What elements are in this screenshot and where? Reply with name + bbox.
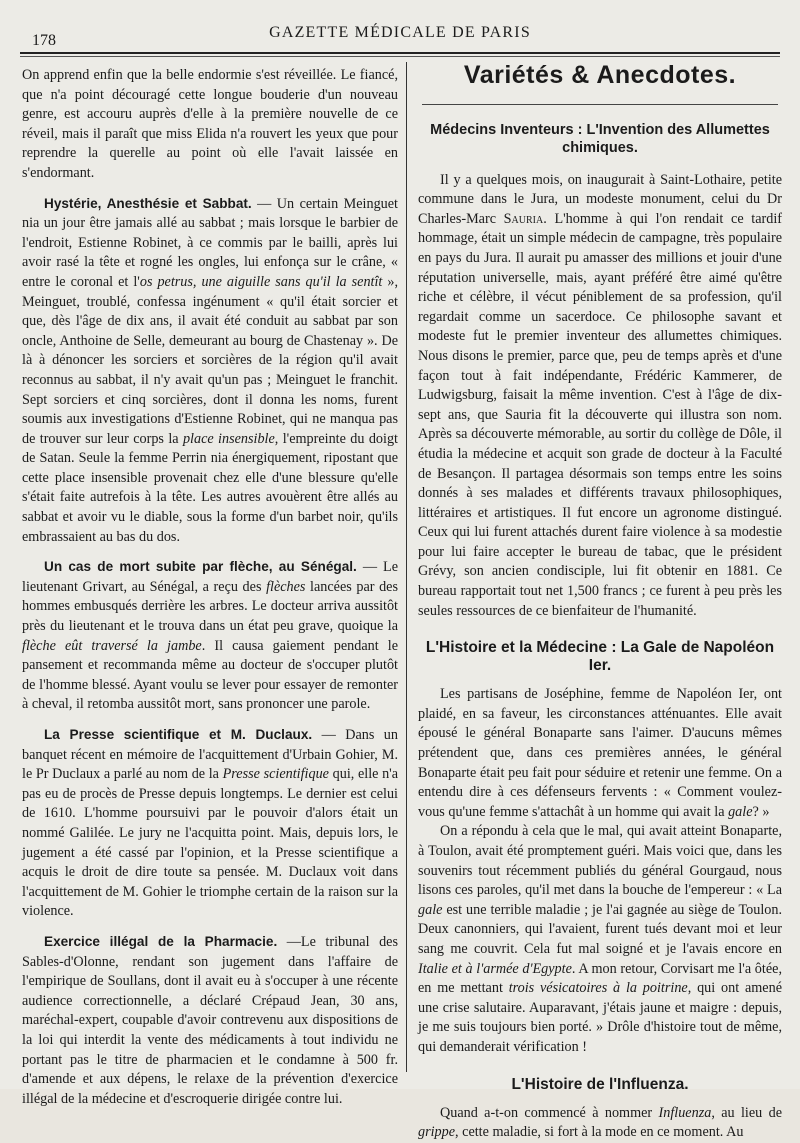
- article-senegal: [22, 557, 398, 715]
- article-italic: gale: [728, 803, 753, 820]
- article-italic: flèches: [266, 578, 306, 595]
- article-text: Quand a-t-on commencé à nommer: [440, 1104, 659, 1121]
- intro-paragraph: On apprend enfin que la belle endormie s'est réveillée. Le fiancé, que n'a point découragé cette longue bouderie d'un nouveau genre, est accouru auprès d'elle à la première nouvelle de ce réveil, mais il paraît que miss Elida n'a rouvert les yeux que pour reprendre la querelle au point où elle l'avait laissée en s'endormant.: [22, 67, 398, 181]
- article-text: qui, elle n'a pas eu de procès de Presse depuis longtemps. Le dernier est celui de 1610. L'homme poursuivi par le pouvoir d'alors était un nommé Galilée. Le jury ne l'acquitta point. Mais, depuis lors, le jugement a été cassé par l'opinion, et la Presse scientifique a acquis le droit de dire toute sa pensée. M. Duclaux voit dans l'acquittement de M. Gohier le triomphe certain de la raison sur la violence.: [22, 766, 399, 920]
- article-napoleon-p2: [418, 822, 782, 1057]
- article-title: Un cas de mort subite par flèche, au Sénégal.: [44, 559, 357, 575]
- article-text: . A mon retour, Corvisart me l'a ôtée, en me mettant: [418, 960, 782, 997]
- article-title: L'Histoire et la Médecine : La Gale de Napoléon Ier.: [425, 639, 775, 675]
- article-italic: trois vésicatoires à la poitrine: [508, 980, 688, 997]
- article-pharmacie: [22, 932, 398, 1109]
- column-divider: [406, 62, 407, 1072]
- page-header: [20, 14, 780, 49]
- article-text: », Meinguet, troublé, confessa ingénument « qu'il était sorcier et que, dès l'âge de dix ans, il avait été conduit au sabbat par son oncle, Anthoine de Selle, demeurant au bourg de Chastenay ». De là à dénoncer les sorciers et sorcières de la région qu'il avait reconnus au sabbat, il n'y avait qu'un pas ; Meinguet le franchit. Sept sorciers et cinq sorcières, dont il donna les noms, furent soumis aux investigations d'Estienne Robinet, qui ne manqua pas de trouver sur leur corps la: [22, 273, 398, 447]
- article-title: L'Histoire de l'Influenza.: [511, 1075, 689, 1093]
- section-rule: [422, 104, 778, 105]
- right-column: [418, 62, 782, 1143]
- article-smallcaps: Sauria: [503, 210, 544, 227]
- article-text: est une terrible maladie ; je l'ai gagnée au siège de Toulon. Deux canonniers, qui l'avaient, furent tués devant moi et leur sang me couvrit. Cela fut mal soigné et je l'avais encore en: [418, 901, 782, 957]
- article-text: Les partisans de Joséphine, femme de Napoléon Ier, ont plaidé, en sa faveur, les circonstances atténuantes. Elle avait épousé le général Bonaparte sans l'aimer. D'aucuns mêmes prétendent que, dans ces premières années, le général Bonaparte était peu fait pour séduire et retenir une femme. On a entendu dire à ces défenseurs fervents : « Comment voulez-vous qu'une femme s'attachât à un homme qui avait la: [418, 686, 782, 820]
- article-text: , au lieu de: [711, 1104, 782, 1121]
- article-italic: grippe: [418, 1124, 456, 1141]
- article-text: — Le lieutenant Grivart, au Sénégal, a reçu des: [22, 559, 399, 595]
- article-italic: Influenza: [658, 1104, 712, 1121]
- article-italic: Presse scientifique: [222, 766, 329, 783]
- header-rule: [20, 52, 780, 54]
- article-text: Il y a quelques mois, on inaugurait à Saint-Lothaire, petite commune dans le Jura, un modeste monument, celui du Dr Charles-Marc: [418, 171, 782, 227]
- article-italic: Italie et à l'armée d'Egypte: [418, 960, 572, 977]
- article-text: , qui ont amené une crise salutaire. Auparavant, j'étais jaune et maigre : depuis, je me suis toujours bien porté. » Drôle d'histoire tout de même, qui demanderait vérification !: [418, 980, 782, 1055]
- article-hysterie: [22, 194, 398, 548]
- article-allumettes: [418, 171, 782, 622]
- article-text: — Dans un banquet récent en mémoire de l'acquittement d'Urbain Gohier, M. le Pr Duclaux a parlé au nom de la: [22, 727, 398, 783]
- article-napoleon-p1: [418, 685, 782, 822]
- section-title: Variétés & Anecdotes.: [463, 61, 737, 89]
- article-text: lancées par des hommes embusqués derrière les arbres. Le docteur arriva aussitôt près du lieutenant et le trouva dans un état peu grave, quoique la: [22, 578, 398, 635]
- article-title: Médecins Inventeurs : L'Invention des Allumettes chimiques.: [430, 121, 770, 156]
- article-italic: flèche eût traversé la jambe: [22, 637, 202, 654]
- article-influenza: [418, 1104, 782, 1143]
- article-title: Exercice illégal de la Pharmacie.: [44, 933, 278, 949]
- article-text: — Un certain Meinguet nia un jour être jamais allé au sabbat ; mais lorsque le barbier de l'endroit, Estienne Robinet, à ce commis par le bailli, après lui avoir rasé la tête et rogné les ongles, lui enfonça sur le crâne, « entre le coronal et l': [22, 195, 398, 290]
- article-text: —Le tribunal des Sables-d'Olonne, rendant son jugement dans l'affaire de l'empirique de Soullans, dont il avait eu à s'occuper à une récente audience correctionnelle, a déclaré Crépaud Jean, 30 ans, maréchal-expert, coupable d'avoir contrevenu aux dispositions de la loi qui interdit la vente des médicaments à tout individu ne portant pas le titre de pharmacien et le condamne à 500 fr. d'amende et aux dépens, le relaxe de la prévention d'exercice illégal de la médecine et d'escroquerie dirigée contre lui.: [22, 933, 398, 1107]
- article-title: La Presse scientifique et M. Duclaux.: [44, 727, 313, 742]
- article-text: On a répondu à cela que le mal, qui avait atteint Bonaparte, à Toulon, avait été promptement guéri. Mais voici que, dans les souvenirs tout récemment publiés du général Gourgaud, nous lisons ces paroles, qu'il met dans la bouche de l'empereur : « La: [418, 823, 782, 899]
- left-column: [22, 66, 398, 1109]
- article-text: , l'empreinte du doigt de Satan. Seule la femme Perrin nia énergiquement, ripostant que cette place insensible provenait chez elle d'une blessure qu'elle s'était faite autrefois à la tête. Les autres avouèrent être allés au sabbat et avoir vu le diable, sous la forme d'un barbet noir, qu'ils embrassaient au bas du dos.: [22, 430, 399, 545]
- article-italic: place insensible: [182, 430, 275, 447]
- header-rule-thin: [20, 56, 780, 57]
- article-presse: [22, 725, 398, 922]
- article-text: . L'homme à qui l'on rendait ce tardif hommage, était un simple médecin de campagne, très populaire en pays du Jura. Il aurait pu amasser des millions et jouir d'une réputation universelle, mais, ayant préféré être aimé qu'être riche et célèbre, il vécut péniblement de sa profession, qu'il regardait comme un sacerdoce. Ce philosophe savant et modeste fut le premier inventeur des allumettes chimiques. Nous disons le premier, parce que, peu de temps après et d'une façon tout à fait indépendante, Frédéric Kammerer, de Ludwigsburg, faisait la même invention. C'est à l'âge de dix-sept ans, que Sauria fit la découverte qui illustra son nom. Après sa découverte mémorable, au sortir du collège de Dôle, il étudia la médecine et acquit son grade de docteur à la Faculté de Besançon. Il partagea désormais son temps entre les soins donnés à ses malades et différents travaux philosophiques, littéraires et artistiques. Il fut encore un agronome distingué. Ceux qui lui furent attachés durent faire violence à sa modestie pour lui faire accepter le bureau de tabac, que le président Grévy, son ancien condisciple, lui fit obtenir en 1881. Ce bureau rapportait tout net 1,500 francs ; ce furent à peu près les seules ressources de ce bienfaiteur de l'humanité.: [418, 210, 782, 619]
- article-italic: os petrus, une aiguille sans qu'il la sentît: [139, 273, 383, 290]
- journal-title: GAZETTE MÉDICALE DE PARIS: [269, 24, 531, 41]
- article-title: Hystérie, Anesthésie et Sabbat.: [44, 195, 252, 211]
- article-text: . Il causa gaiement pendant le pansement et recommanda même au docteur de s'occuper plutôt de l'homme blessé. Ayant voulu se lever pour essayer de remonter à cheval, il retomba aussitôt mort, sans prononcer une parole.: [22, 637, 398, 713]
- article-text: , cette maladie, si fort à la mode en ce moment. Au: [455, 1124, 744, 1141]
- article-italic: gale: [418, 901, 443, 918]
- article-text: ? »: [752, 803, 770, 820]
- page-number: 178: [32, 32, 56, 49]
